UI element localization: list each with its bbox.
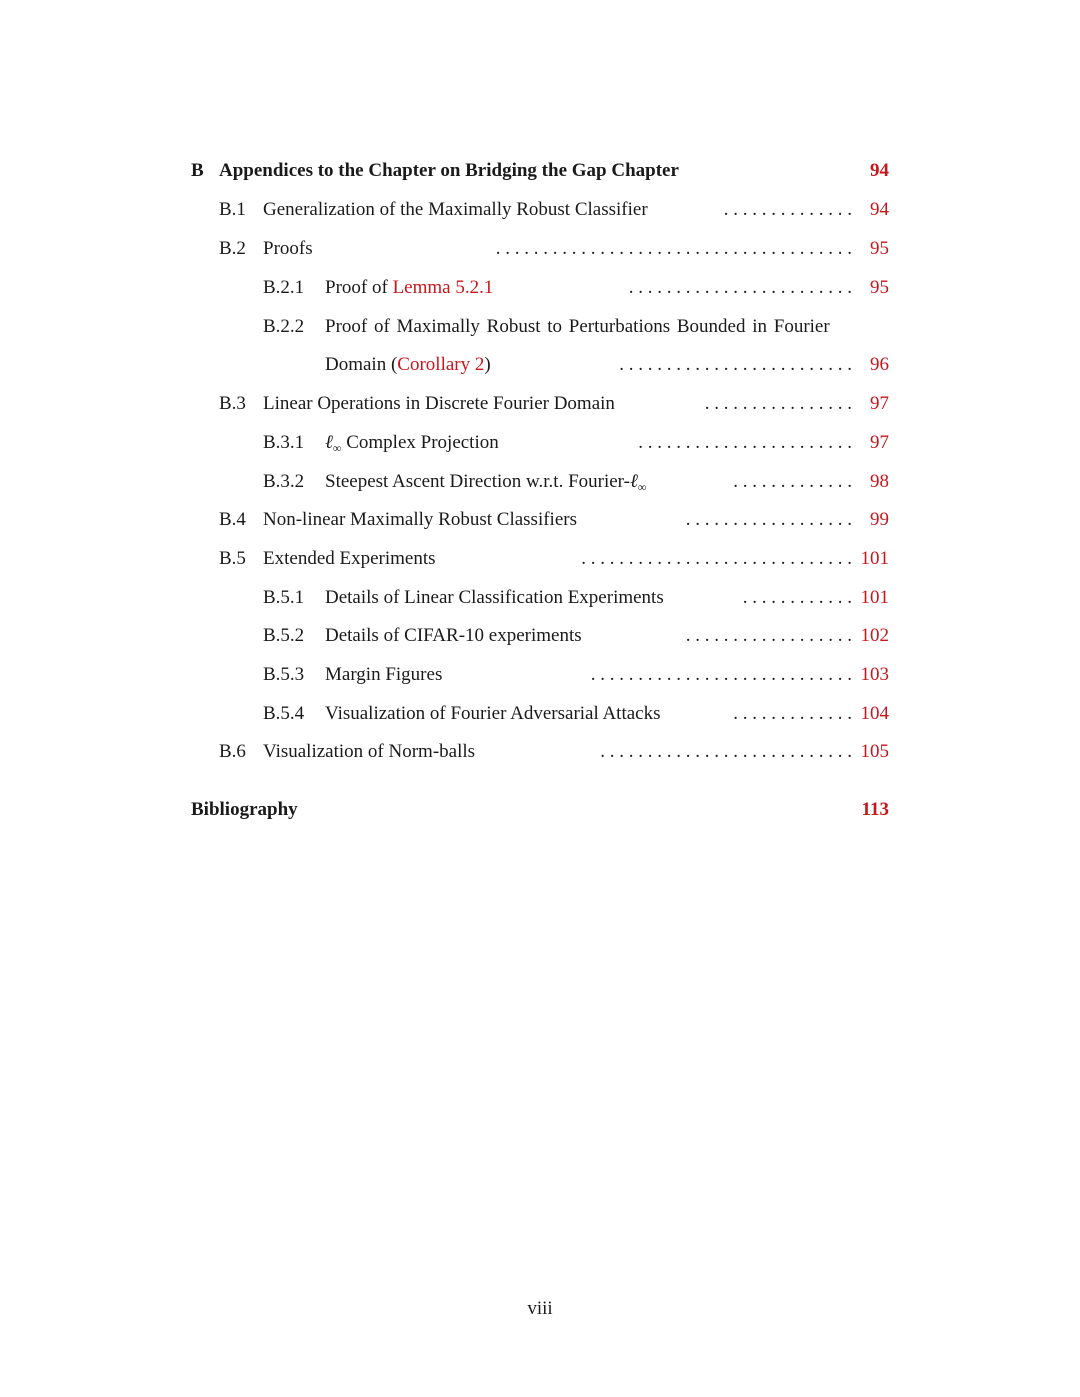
subsection-title — [325, 467, 646, 502]
corollary-link[interactable]: Corollary 2 — [397, 354, 485, 375]
chapter-page-link[interactable]: 94 — [870, 160, 889, 181]
subsection-title: Details of Linear Classification Experiments — [325, 587, 664, 608]
leader-dots: . . . . . . . . . . . . . . . . . . . . . . . — [638, 432, 852, 453]
ell-symbol: ℓ — [629, 471, 638, 492]
leader-dots: . . . . . . . . . . . . . . . . . . — [685, 509, 852, 530]
section-title: Proofs — [263, 238, 313, 259]
subsection-title-text: Proof of — [325, 277, 393, 298]
leader-dots: . . . . . . . . . . . . . — [733, 703, 852, 724]
leader-dots: . . . . . . . . . . . . . . — [723, 199, 852, 220]
subsection-title — [325, 273, 493, 303]
subsection-page-link[interactable]: 103 — [860, 664, 889, 685]
leader-dots: . . . . . . . . . . . . — [742, 587, 852, 608]
section-page-link[interactable]: 97 — [870, 393, 889, 414]
subsection-title-text: Domain ( — [325, 354, 398, 375]
section-title: Linear Operations in Discrete Fourier Domain — [263, 393, 615, 414]
subsection-page-link[interactable]: 101 — [860, 587, 889, 608]
subsection-title-text: Complex Projection — [341, 432, 499, 453]
toc-chapter-appendix-b[interactable] — [0, 156, 1080, 186]
subsection-number: B.2.1 — [263, 277, 305, 298]
section-number: B.4 — [219, 509, 246, 530]
leader-dots: . . . . . . . . . . . . . . . . . . . . . . . . . . . . . . . . . . . . . . — [495, 238, 852, 259]
bibliography-title: Bibliography — [191, 799, 298, 820]
leader-dots: . . . . . . . . . . . . . . . . . . — [685, 625, 852, 646]
toc-entry-b5-4[interactable] — [0, 699, 1080, 729]
section-number: B.6 — [219, 741, 246, 762]
section-number: B.3 — [219, 393, 246, 414]
lemma-link[interactable]: Lemma 5.2.1 — [392, 277, 494, 298]
subsection-page-link[interactable]: 96 — [870, 354, 889, 375]
section-title: Visualization of Norm-balls — [263, 741, 476, 762]
toc-bibliography[interactable] — [0, 795, 1080, 825]
section-page-link[interactable]: 94 — [870, 199, 889, 220]
toc-entry-b4[interactable] — [0, 505, 1080, 535]
chapter-letter: B — [191, 160, 204, 181]
subsection-title — [325, 428, 499, 463]
subsection-number: B.5.4 — [263, 703, 305, 724]
subsection-number: B.3.2 — [263, 471, 305, 492]
toc-entry-b2-2-continued[interactable] — [0, 350, 1080, 380]
toc-entry-b6[interactable] — [0, 737, 1080, 767]
section-title: Generalization of the Maximally Robust Classifier — [263, 199, 648, 220]
toc-entry-b5-3[interactable] — [0, 660, 1080, 690]
toc-entry-b2[interactable] — [0, 234, 1080, 264]
toc-entry-b3-1[interactable] — [0, 428, 1080, 458]
subsection-title: Details of CIFAR-10 experiments — [325, 625, 582, 646]
toc-entry-b1[interactable] — [0, 195, 1080, 225]
subsection-title-text: ) — [484, 354, 491, 375]
toc-entry-b5-1[interactable] — [0, 583, 1080, 613]
leader-dots: . . . . . . . . . . . . . . . . . . . . . . . . . . . . — [590, 664, 852, 685]
subsection-title-line1: Proof of Maximally Robust to Perturbations Bounded in Fourier — [325, 316, 830, 337]
section-number: B.1 — [219, 199, 246, 220]
leader-dots: . . . . . . . . . . . . . . . . . . . . . . . . — [628, 277, 852, 298]
section-number: B.2 — [219, 238, 246, 259]
section-title: Non-linear Maximally Robust Classifiers — [263, 509, 577, 530]
subsection-number: B.5.2 — [263, 625, 305, 646]
subsection-page-link[interactable]: 95 — [870, 277, 889, 298]
subsection-page-link[interactable]: 97 — [870, 432, 889, 453]
subsection-title: Margin Figures — [325, 664, 443, 685]
section-page-link[interactable]: 99 — [870, 509, 889, 530]
leader-dots: . . . . . . . . . . . . . . . . . . . . . . . . . . . — [600, 741, 852, 762]
toc-entry-b5-2[interactable] — [0, 621, 1080, 651]
section-page-link[interactable]: 105 — [860, 741, 889, 762]
infinity-subscript: ∞ — [637, 480, 647, 494]
section-page-link[interactable]: 101 — [860, 548, 889, 569]
section-page-link[interactable]: 95 — [870, 238, 889, 259]
ell-symbol: ℓ — [325, 432, 333, 453]
toc-entry-b5[interactable] — [0, 544, 1080, 574]
section-number: B.5 — [219, 548, 246, 569]
subsection-number: B.5.3 — [263, 664, 305, 685]
subsection-title-line2 — [325, 350, 491, 380]
subsection-page-link[interactable]: 104 — [860, 703, 889, 724]
chapter-title: Appendices to the Chapter on Bridging the Gap Chapter — [219, 160, 679, 181]
subsection-number: B.3.1 — [263, 432, 305, 453]
leader-dots: . . . . . . . . . . . . . — [733, 471, 852, 492]
toc-entry-b3[interactable] — [0, 389, 1080, 419]
subsection-title: Visualization of Fourier Adversarial Attacks — [325, 703, 661, 724]
infinity-subscript: ∞ — [332, 441, 342, 455]
toc-entry-b2-1[interactable] — [0, 273, 1080, 303]
page-number: viii — [527, 1298, 553, 1319]
subsection-title-text: Steepest Ascent Direction w.r.t. Fourier- — [325, 471, 630, 492]
leader-dots: . . . . . . . . . . . . . . . . — [704, 393, 852, 414]
toc-entry-b3-2[interactable] — [0, 467, 1080, 497]
subsection-page-link[interactable]: 102 — [860, 625, 889, 646]
bibliography-page-link[interactable]: 113 — [861, 799, 889, 820]
leader-dots: . . . . . . . . . . . . . . . . . . . . . . . . . — [619, 354, 852, 375]
section-title: Extended Experiments — [263, 548, 436, 569]
subsection-number: B.5.1 — [263, 587, 305, 608]
toc-entry-b2-2[interactable] — [0, 312, 1080, 342]
leader-dots: . . . . . . . . . . . . . . . . . . . . . . . . . . . . . — [581, 548, 852, 569]
subsection-number: B.2.2 — [263, 316, 305, 337]
subsection-page-link[interactable]: 98 — [870, 471, 889, 492]
